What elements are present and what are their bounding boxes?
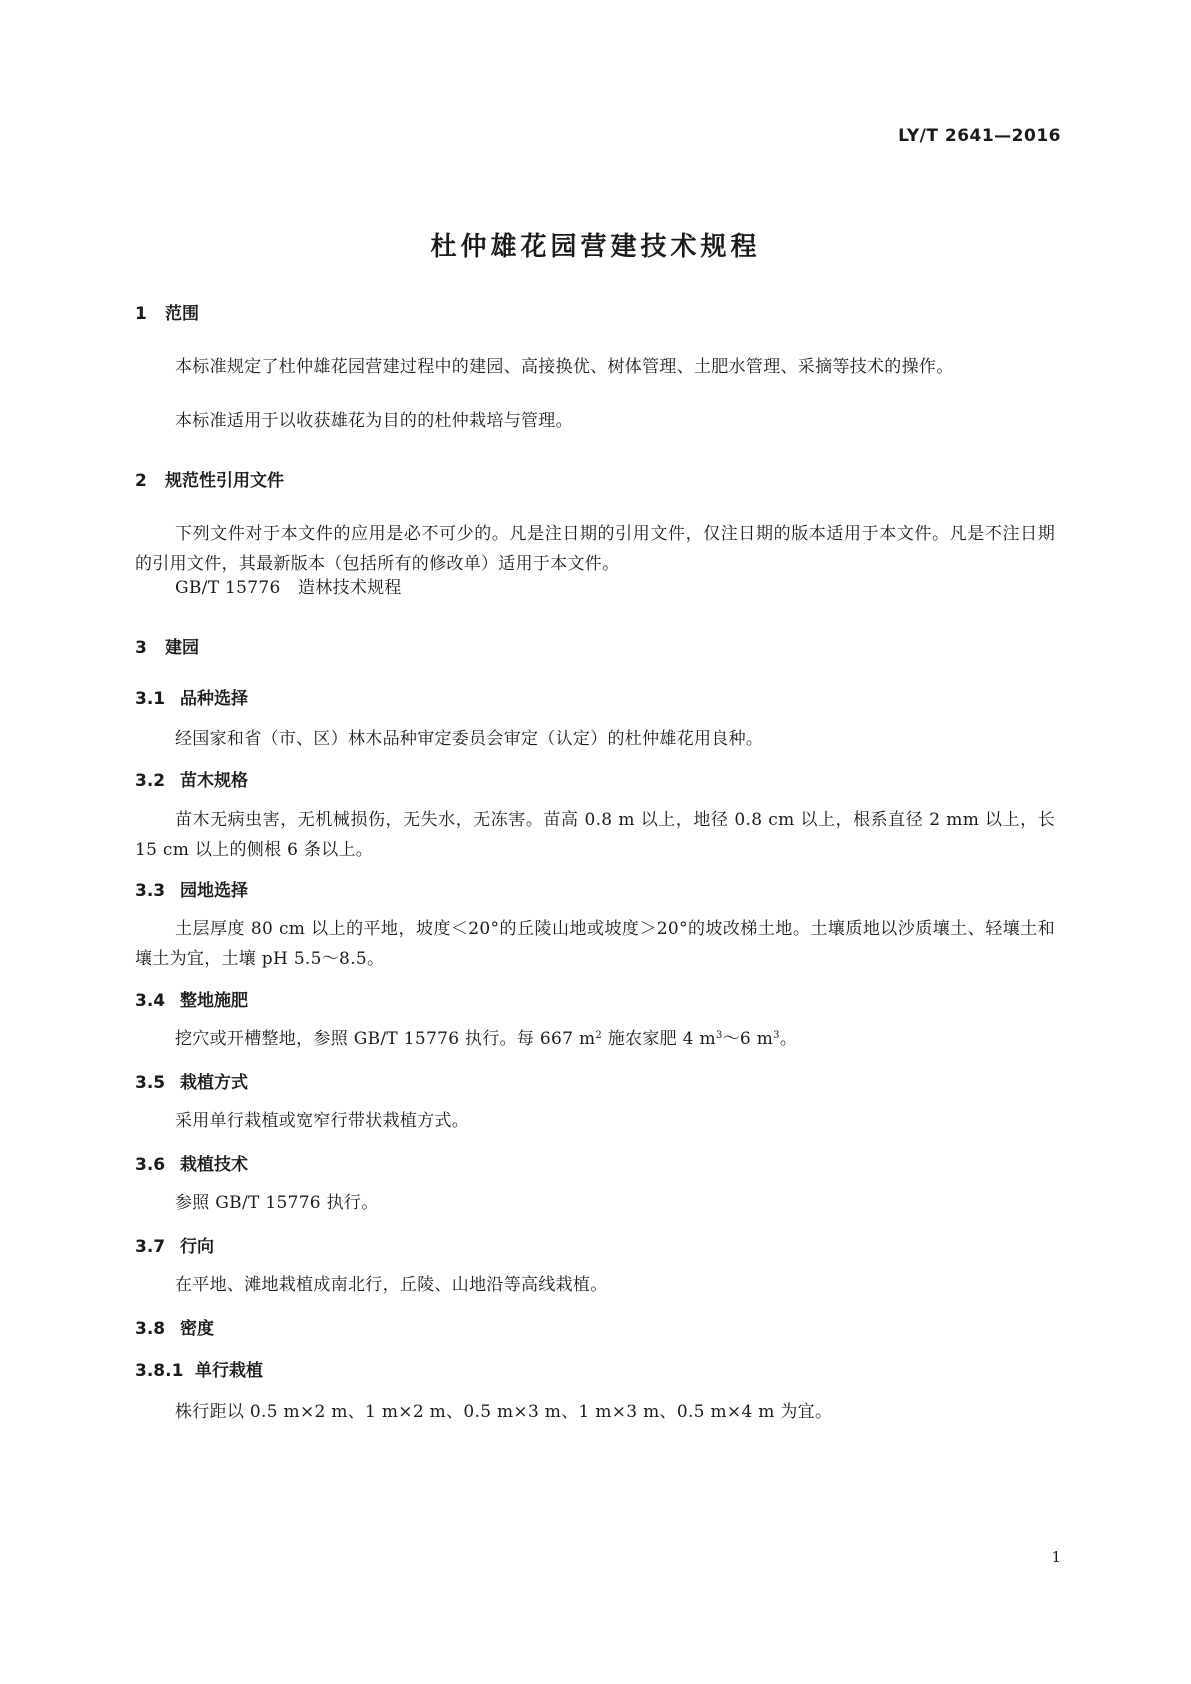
section-title: 行向 [180,1237,214,1257]
section-number: 3 [135,638,147,658]
paragraph-scope-1: 本标准规定了杜仲雄花园营建过程中的建园、高接换优、树体管理、土肥水管理、采摘等技术的操作。 [175,357,954,377]
paragraph-references-2: GB/T 15776 造林技术规程 [175,578,402,598]
section-heading-2 [135,466,284,491]
superscript-3: 3 [773,1030,780,1041]
section-number: 3.6 [135,1155,166,1175]
section-title: 栽植方式 [180,1073,248,1093]
document-title: 杜仲雄花园营建技术规程 [430,232,761,262]
paragraph-3-1: 经国家和省（市、区）林木品种审定委员会审定（认定）的杜仲雄花用良种。 [175,729,764,749]
section-title: 密度 [180,1319,214,1339]
section-title: 单行栽植 [195,1361,263,1381]
paragraph-scope-2: 本标准适用于以收获雄花为目的的杜仲栽培与管理。 [175,411,573,431]
section-number: 3.8.1 [135,1361,184,1381]
text-segment: ～6 m [722,1029,774,1049]
section-number: 2 [135,471,147,491]
section-heading-3-3 [135,876,248,901]
section-number: 3.7 [135,1237,166,1257]
text-segment: 施农家肥 4 m [602,1029,716,1049]
section-heading-3-8 [135,1314,214,1339]
section-title: 品种选择 [180,689,248,709]
paragraph-3-4 [135,1024,1055,1054]
paragraph-3-2: 苗木无病虫害，无机械损伤，无失水，无冻害。苗高 0.8 m 以上，地径 0.8 cm 以上，根系直径 2 mm 以上，长 15 cm 以上的侧根 6 条以上。 [135,810,1055,860]
section-heading-3 [135,633,199,658]
paragraph-3-3: 土层厚度 80 cm 以上的平地，坡度＜20°的丘陵山地或坡度＞20°的坡改梯土地。土壤质地以沙质壤土、轻壤土和壤土为宜，土壤 pH 5.5～8.5。 [135,919,1055,969]
section-heading-3-2 [135,766,248,791]
section-title: 栽植技术 [180,1155,248,1175]
standard-code: LY/T 2641—2016 [898,126,1061,146]
section-number: 3.8 [135,1319,166,1339]
section-title: 建园 [165,638,199,658]
section-title: 规范性引用文件 [165,471,284,491]
section-number: 1 [135,304,147,324]
section-title: 园地选择 [180,881,248,901]
section-number: 3.4 [135,991,166,1011]
text-segment: 。 [779,1029,798,1049]
section-title: 苗木规格 [180,771,248,791]
section-number: 3.5 [135,1073,166,1093]
section-heading-1 [135,299,199,324]
section-title: 整地施肥 [180,991,248,1011]
section-heading-3-4 [135,986,248,1011]
text-segment: 挖穴或开槽整地，参照 GB/T 15776 执行。每 667 m [175,1029,596,1049]
section-heading-3-6 [135,1150,248,1175]
paragraph-3-8-1: 株行距以 0.5 m×2 m、1 m×2 m、0.5 m×3 m、1 m×3 m、0.5 m×4 m 为宜。 [175,1402,833,1422]
superscript-3: 3 [715,1030,723,1041]
section-title: 范围 [165,304,199,324]
paragraph-3-6: 参照 GB/T 15776 执行。 [175,1193,379,1213]
section-heading-3-5 [135,1068,248,1093]
section-number: 3.2 [135,771,166,791]
section-heading-3-8-1 [135,1356,263,1381]
page-number: 1 [1051,1548,1061,1566]
section-number: 3.3 [135,881,166,901]
section-heading-3-1 [135,684,248,709]
superscript-2: 2 [595,1030,603,1041]
section-heading-3-7 [135,1232,214,1257]
section-number: 3.1 [135,689,166,709]
paragraph-references-1: 下列文件对于本文件的应用是必不可少的。凡是注日期的引用文件，仅注日期的版本适用于本文件。凡是不注日期的引用文件，其最新版本（包括所有的修改单）适用于本文件。 [135,524,1055,574]
paragraph-3-5: 采用单行栽植或宽窄行带状栽植方式。 [175,1111,470,1131]
paragraph-3-7: 在平地、滩地栽植成南北行，丘陵、山地沿等高线栽植。 [175,1275,608,1295]
